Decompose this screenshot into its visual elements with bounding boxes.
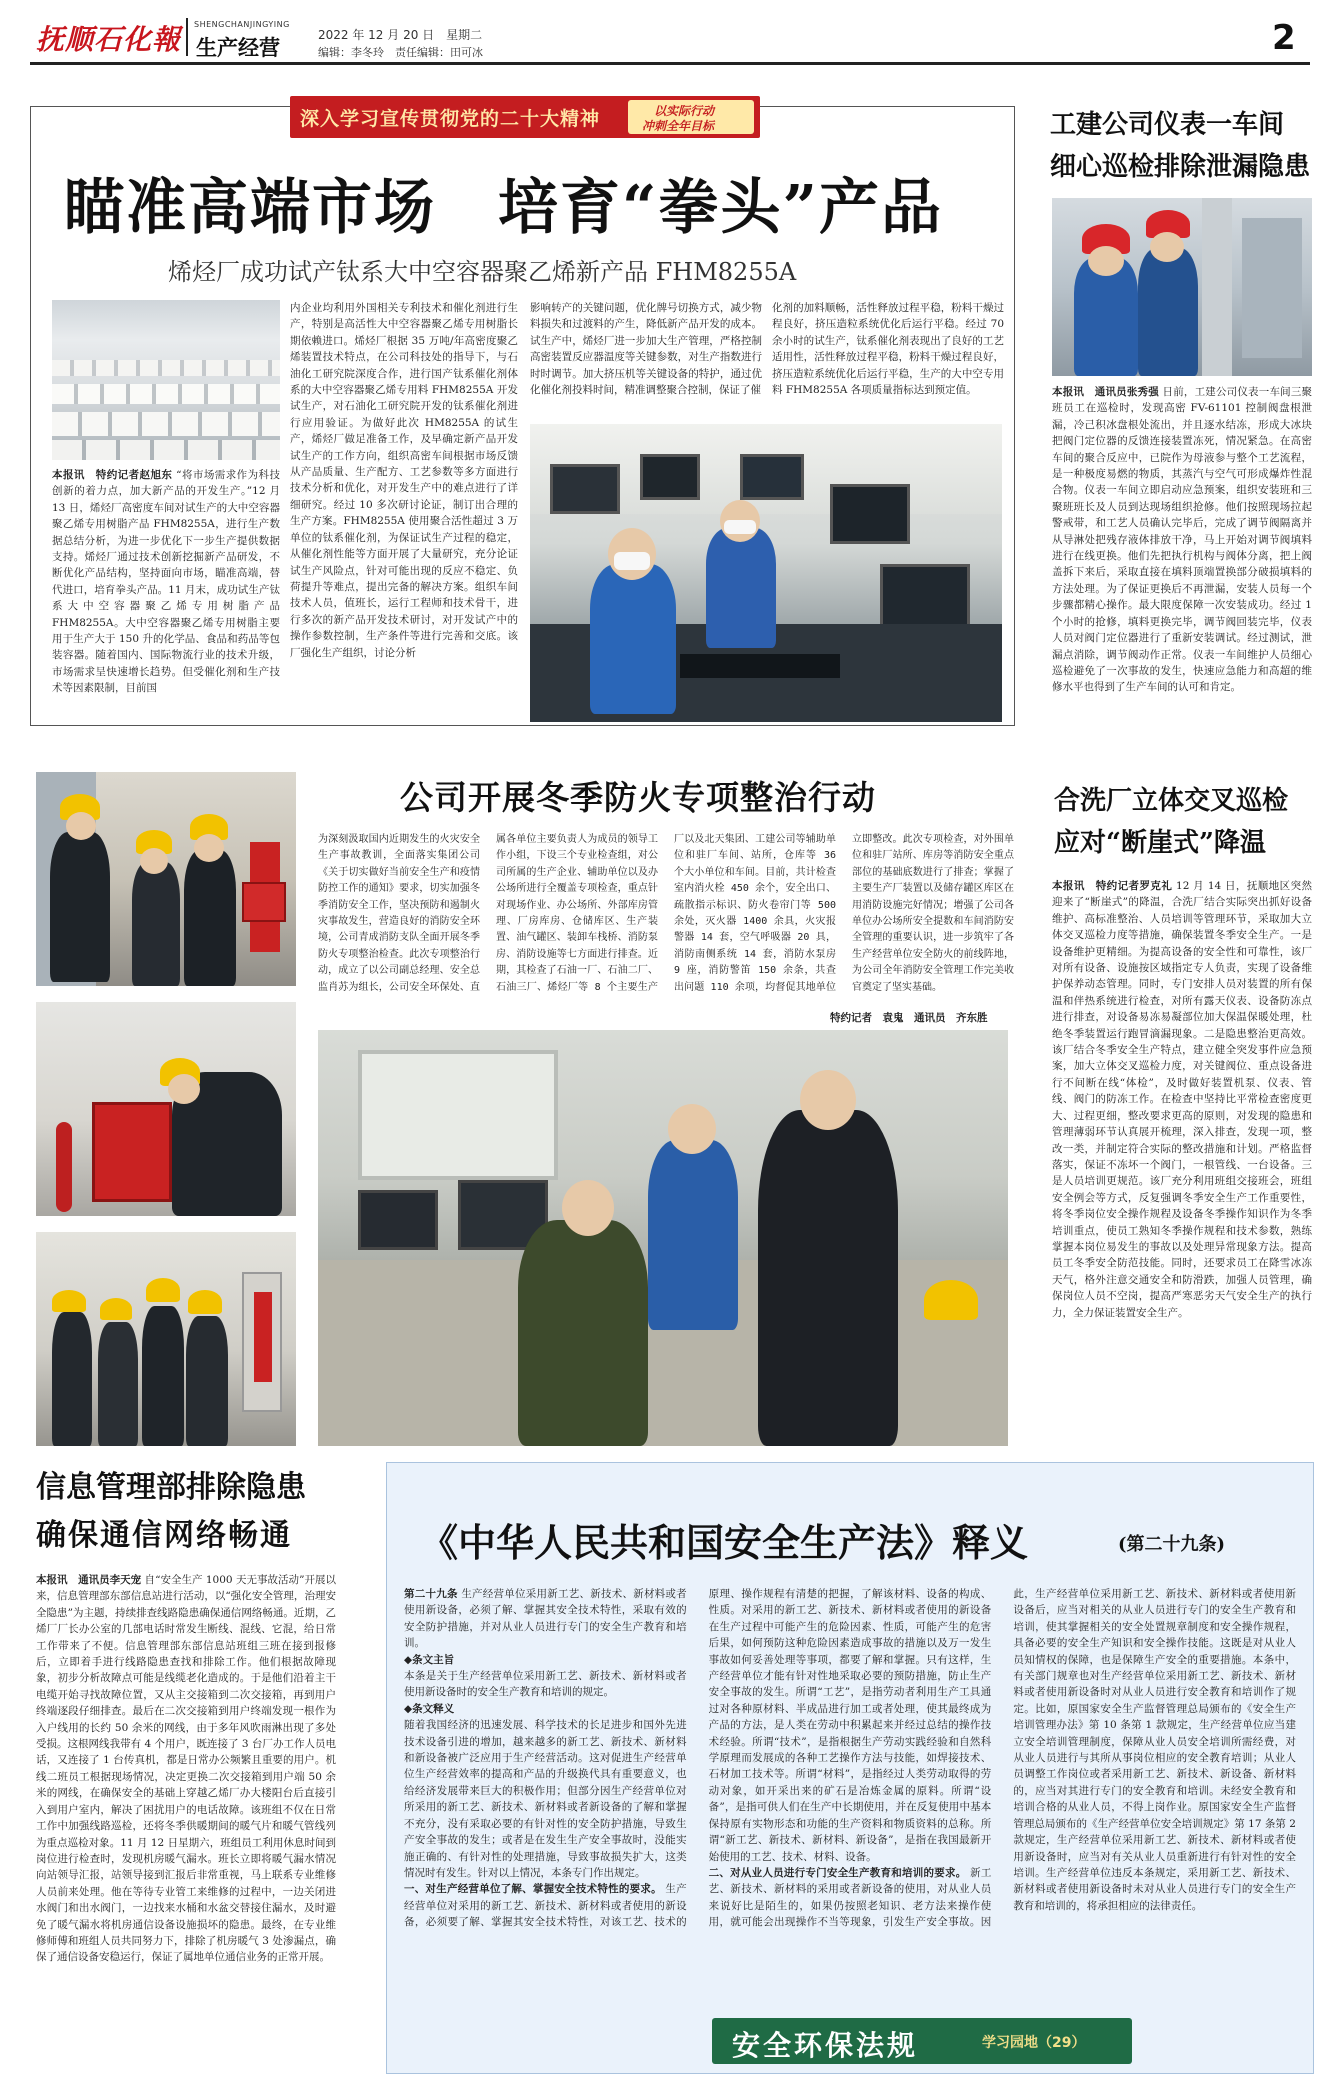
lead-col4: 化剂的加料顺畅，活性释放过程平稳，粉料干燥过程良好，挤压造粒系统优化后运行平稳。经过 70 余小时的试生产，钛系催化剂表现出了良好的工艺适用性，活性释放过程平稳，粉料干燥过程良好，挤压造粒系统优化后运行平稳，生产的大中空专用料 FHM8255A 各项质量指标达到预定值。 <box>772 302 1004 397</box>
info-byline: 本报讯 通讯员李天宠 <box>36 1574 142 1586</box>
page-number: 2 <box>1272 18 1296 58</box>
law-sec2-title: ◆条文释义 <box>404 1702 455 1715</box>
column-badge <box>712 2018 1132 2064</box>
law-sec1-text: 本条是关于生产经营单位采用新工艺、新技术、新材料或者使用新设备时的安全生产教育和培训的规定。 <box>404 1670 687 1699</box>
masthead-divider <box>186 18 188 56</box>
info-body <box>36 1572 336 2072</box>
law-article-text: 生产经营单位采用新工艺、新技术、新材料或者使用新设备，必须了解、掌握其安全技术特性，采取有效的安全防护措施，并对从业人员进行专门的安全生产教育和培训。 <box>404 1588 687 1650</box>
fire-inspection-photo <box>318 1030 1008 1446</box>
washing-byline: 本报讯 特约记者罗克礼 <box>1052 880 1173 892</box>
instrument-headline-2: 细心巡检排除泄漏隐患 <box>1050 152 1311 182</box>
instrument-headline-1: 工建公司仪表一车间 <box>1050 110 1285 140</box>
law-sub2-title: 二、对从业人员进行专门安全生产教育和培训的要求。 <box>708 1866 967 1879</box>
law-body <box>404 1586 1296 2006</box>
fire-check-photo-3 <box>36 1232 296 1446</box>
law-sub1-text: 生产经营单位对采用的新工艺、新技术、新材料或者使用的新设备，必须要了解、掌握其安全技术特性，对该工艺、技术的原理、操作规程有清楚的把握，了解该材料、设备的构成、性质。对采用的新工艺、新技术、新材料或者使用的新设备在生产过程中可能产生的危险因素、性质，可能产生的危害后果，如何预防这种危险因素造成事故的措施以及万一发生事故如何妥善处理等事项，都要了解和掌握。只有这样，生产经营单位才能有针对性地采取必要的预防措施，防止生产安全事故的发生。所谓“工艺”，是指劳动者利用生产工具通过对各种原材料、半成品进行加工或者处理，使其最终成为产品的方法，是人类在劳动中积累起来并经过总结的操作技术经验。所谓“技术”，是指根据生产劳动实践经验和自然科学原理而发展成的各种工艺操作方法与技能，如焊接技术、石材加工技术等。所谓“材料”，是指经过人类劳动取得的劳动对象，如开采出来的矿石是冶炼金属的原料。所谓“设备”，是指可供人们在生产中长期使用，并在反复使用中基本保持原有实物形态和功能的生产资料和物质资料的总称。所谓“新工艺、新技术、新材料、新设备”，是指在我国最新开始使用的工艺、技术、材料、设备。 <box>404 1588 992 1929</box>
banner-text: 深入学习宣传贯彻党的二十大精神 <box>300 108 601 130</box>
masthead <box>0 0 1340 60</box>
law-sub1-title: 一、对生产经营单位了解、掌握安全技术特性的要求。 <box>404 1883 662 1896</box>
info-text: 自“安全生产 1000 天无事故活动”开展以来，信息管理部东部信息站进行活动，以“强化安全管理，治理安全隐患”为主题，持续排查线路隐患确保通信网络畅通。近期，乙烯厂厂长办公室的几部电话时常发生断线、混线、它混，给日常工作带来了不便。信息管理部东部信息站班组三班在接到报修后，立即着手进行线路隐患查找和排除工作。他们根据故障现象，初步分析故障点可能是线缆老化造成的。于是他们沿着主干电缆开始寻找故障位置，又从主交接箱到二次交接箱，再到用户终端逐段仔细排查。最后在二次交接箱到用户终端发现一根作为入户线用的长约 50 余米的网线，由于多年风吹雨淋出现了多处受损。这根网线我带有 4 个用户，既连接了 3 台厂办工作人员电话，又连接了 1 台传真机，都是日常办公频繁且重要的用户。机线二班员工根据现场情况，决定更换二次交接箱到用户端 50 余米的网线，在确保安全的基础上穿越乙烯厂办大楼阳台后直接引入到用户室内，解决了困扰用户的电话故障。该班组不仅在日常工作中加强线路巡检，还将冬季供暖期间的暖气片和暖气管线列为重点巡检对象。11 月 12 日星期六，班组员工利用休息时间到岗位进行检查时，发现机房暖气漏水。班长立即将暖气漏水情况向站领导汇报，站领导接到汇报后非常重视，马上联系专业维修人员前来处理。他在等待专业管工来维修的过程中，一边关闭进水阀门和出水阀门，一边找来水桶和水盆交替接住漏水，及时避免了暖气漏水将机房通信设备设施损坏的隐患。最终，在专业维修师傅和班组人员共同努力下，排除了机房暖气 3 处渗漏点，确保了通信设备安稳运行，保证了属地单位通信业务的正常开展。 <box>36 1574 336 1964</box>
control-room-photo <box>530 424 1002 722</box>
valve-repair-photo <box>1052 198 1312 376</box>
washing-text: 12 月 14 日，抚顺地区突然迎来了“断崖式”的降温，合洗厂结合实际突出抓好设备维护、高标准整治、人员培训等管理环节，采取加大立体交叉巡检力度等措施，确保装置冬季安全生产。一是设备维护更精细。为提高设备的安全性和可靠性，该厂对所有设备、设施按区域指定专人负责，实现了设备维护保养动态管理。同时，专门安排人员对装置的所有保温和伴热系统进行检查，对所有露天仪表、设备防冻点进行排查，对设备易冻易凝部位加大保温保暖处理，杜绝冬季装置运行跑冒滴漏现象。二是隐患整治更高效。该厂结合冬季安全生产特点，建立健全突发事件应急预案，加大立体交叉巡检力度，对关键阀位、重点设备进行不间断在线“体检”，及时做好装置机泵、仪表、管线、阀门的防冻工作。在检查中坚持比平常检查密度更大、过程更细，整改要求更高的原则，对发现的隐患和管理薄弱环节认真展开梳理，深入排查，发现一项，整改一类，并制定符合实际的整改措施和计划。严格监督落实，保证不冻坏一个阀门，一根管线、一台设备。三是人员培训更规范。该厂充分利用班组交接班会，班组安全例会等方式，反复强调冬季安全生产工作重要性，将冬季岗位安全操作规程及设备冬季操作知识作为冬季培训重点，使员工熟知冬季操作规程和技术参数，熟练掌握本岗位易发生的事故以及处理异常现象方法。提高员工冬季安全防范技能。同时，还要求员工在降雪冰冻天气，格外注意交通安全和防滑跌，加强人员管理，确保岗位人员不空岗，提高严寒恶劣天气安全生产的执行力，全力保证装置安全生产。 <box>1052 880 1312 1319</box>
lead-byline: 本报讯 特约记者赵旭东 <box>52 469 173 481</box>
law-installment: (第二十九条) <box>1118 1534 1226 1555</box>
law-headline: 《中华人民共和国安全生产法》释义 <box>420 1520 1029 1565</box>
law-sec1-title: ◆条文主旨 <box>404 1653 455 1666</box>
section-pinyin: SHENGCHANJINGYING <box>194 20 290 29</box>
date-line: 2022 年 12 月 20 日 星期二 <box>318 28 483 42</box>
lead-headline: 瞄准高端市场 培育“拳头”产品 <box>64 173 944 243</box>
banner-slogan-2: 冲刺全年目标 <box>642 119 715 133</box>
editor-line: 编辑：李冬玲 责任编辑：田可冰 <box>318 46 483 59</box>
instrument-text: 日前，工建公司仪表一车间三聚班员工在巡检时，发现高密 FV-61101 控制阀盘根泄漏，冷己积冰盘根处流出，并且逐水结冻，形成大冰块把阀门定位器的反馈连接装置冻死，情况紧急。在高密车间的聚合反应中，已院作为母液参与整个工艺流程，是一种极度易燃的物质，其蒸汽与空气可形成爆炸性混合物。仪表一车间立即启动应急预案，组织安装班和三聚班班长及人员到达现场组织抢修。他们按照现场拉起警戒带，和工艺人员确认完毕后，完成了调节阀隔离并从导淋处把残存液体排放干净，马上开始对调节阀填料进行在线更换。他们先把执行机构与阀体分离，把上阀盖拆下来后，采取直接在填料顶端置换部分破损填料的方法处理。为了保证更换后不再泄漏，安装人员每一个步骤都精心操作。最大限度保障一次安装成功。经过 1 个小时的抢修，填料更换完毕，调节阀回装完毕，仪表人员对阀门定位器进行了重新安装调试。经过测试，泄漏点消除，调节阀动作正常。仪表一车间维护人员细心巡检避免了一次事故的发生，快速应急能力和高超的维修水平也得到了生产车间的认可和肯定。 <box>1052 386 1312 694</box>
banner-slogan-1: 以实际行动 <box>654 104 715 118</box>
washing-body <box>1052 878 1312 1446</box>
law-sub2-text: 新工艺、新技术、新材料的采用或者新设备的使用，对从业人员来说好比是陌生的，如果仍按照老知识、老方法来操作使用，就可能会出现操作不当等现象，引发生产安全事故。因此，生产经营单位采用新工艺、新技术、新材料或者使用新设备后，应当对相关的从业人员进行专门的安全生产教育和培训，使其掌握相关的安全处置规章制度和安全操作规程，具备必要的安全生产知识和安全操作技能。这既是对从业人员知情权的保障，也是保障生产安全的重要措施。本条中，有关部门规章也对生产经营单位采用新工艺、新技术、新材料或者使用新设备时对从业人员进行安全教育和培训作了规定。比如，原国家安全生产监督管理总局颁布的《安全生产培训管理办法》第 10 条第 1 款规定，生产经营单位应当建立安全培训管理制度，保障从业人员安全培训所需经费，对从业人员进行与其所从事岗位相应的安全教育培训；从业人员调整工作岗位或者采用新工艺、新技术、新设备、新材料的，应当对其进行专门的安全教育和培训。未经安全教育和培训合格的从业人员，不得上岗作业。原国家安全生产监督管理总局颁布的《生产经营单位安全培训规定》第 17 条第 2 款规定，生产经营单位采用新工艺、新技术、新材料或者使用新设备时，应当对有关从业人员重新进行有针对性的安全培训。生产经营单位违反本条规定，采用新工艺、新技术、新材料或者使用新设备时未对从业人员进行专门的安全生产教育和培训的，将承担相应的法律责任。 <box>708 1588 1296 1929</box>
product-bags-photo <box>52 300 280 460</box>
fire-headline: 公司开展冬季防火专项整治行动 <box>400 778 876 817</box>
washing-headline-2: 应对“断崖式”降温 <box>1054 828 1266 858</box>
fire-check-photo-2 <box>36 1002 296 1216</box>
lead-subhead: 烯烃厂成功试产钛系大中空容器聚乙烯新产品 FHM8255A <box>168 258 797 286</box>
newspaper-logo: 抚顺石化報 <box>36 23 182 56</box>
masthead-rule <box>30 62 1310 65</box>
info-headline-2: 确保通信网络畅通 <box>36 1518 292 1553</box>
lead-col1-text: “将市场需求作为科技创新的着力点，加大新产品的开发生产。”12 月 13 日，烯烃厂高密度车间对试生产的大中空容器聚乙烯专用树脂产品 FHM8255A，进行生产数据总结分析，为进一步优化下一步生产提供数据支持。烯烃厂通过技术创新挖掘新产品研发，不断优化产品结构，坚持面向市场，瞄准高端，替代进口，培育拳头产品。11 月末，成功试生产钛系大中空容器聚乙烯专用树脂产品 FHM8255A。大中空容器聚乙烯专用树脂主要用于生产大于 150 升的化学品、食品和药品等包装容器。随着国内、国际物流行业的技术升级，市场需求呈快速增长趋势。但受催化剂和生产技术等因素限制，目前国 <box>52 469 280 695</box>
instrument-body <box>1052 384 1312 770</box>
lead-col1 <box>52 467 280 722</box>
info-headline-1: 信息管理部排除隐患 <box>36 1470 306 1505</box>
washing-headline-1: 合洗厂立体交叉巡检 <box>1054 786 1289 816</box>
banner <box>290 96 760 138</box>
fire-check-photo-1 <box>36 772 296 986</box>
column-badge-sub: 学习园地（29） <box>982 2035 1086 2051</box>
lead-col2: 内企业均利用外国相关专利技术和催化剂进行生产，特别是高活性大中空容器聚乙烯专用树脂长期依赖进口。烯烃厂根据 35 万吨/年高密度聚乙烯装置技术特点，在公司科技处的指导下，与石油化工研究院深度合作，进行国产钛系催化剂体系的大中空容器聚乙烯专用料 FHM8255A 开发试生产，对石油化工研究院开发的钛系催化剂进行应用验证。为做好此次 HM8255A 的试生产，烯烃厂做足准备工作，及早确定新产品开发试生产的工作方向，组织高密车间根据市场反馈从产品质量、生产配方、工艺参数等多方面进行技术分析和优化，对开发生产中的难点进行了详细研究。经过 10 多次研讨论证，制订出合理的生产方案。FHM8255A 使用聚合活性超过 3 万单位的钛系催化剂，为保证试生产过程的稳定，从催化剂性能等方面开展了大量研究，充分论证试生产风险点，针对可能出现的反应不稳定、负荷提升等难点，提出完备的解决方案。组织车间技术人员，值班长，运行工程师和技术骨干，进行多次的新产品开发技术研讨，对开发试产中的操作参数控制，生产条件等进行完善和交底。该厂强化生产组织，讨论分析 <box>290 302 518 659</box>
fire-byline: 特约记者 袁鬼 通讯员 齐东胜 <box>830 1012 988 1024</box>
lead-col3: 影响转产的关键问题，优化牌号切换方式，减少物料损失和过渡料的产生，降低新产品开发的成本。试生产中，烯烃厂进一步加大生产管理，严格控制高密装置反应器温度等关键参数，对生产指数进行时时调节。加大挤压机等关键设备的特护，通过优化催化剂投料时间，精准调整聚合控制，保证了催 <box>530 302 762 397</box>
fire-body: 为深刻汲取国内近期发生的火灾安全生产事故教训，全面落实集团公司《关于切实做好当前安全生产和疫情防控工作的通知》要求，切实加强冬季消防安全工作，坚决预防和遏制火灾事故发生，营造良好的消防安全环境，公司青成消防支队全面开展冬季防火专项整治检查。此次专项整治行动，成立了以公司副总经理、安全总监肖苏为组长，公司安全环保处、直属各单位主要负责人为成员的领导工作小组，下设三个专业检查组，对公司所属的生产企业、辅助单位以及办公场所进行全覆盖专项检查，重点针对现场作业、办公场所、外部库房管理、厂房库房、仓储库区、生产装置、油气罐区、装卸车栈桥、消防泵房、消防设施等七方面进行排查。近期，其检查了石油一厂、石油二厂、石油三厂、烯烃厂等 8 个主要生产厂以及北天集团、工建公司等辅助单位和驻厂车间、站所，仓库等 36 个大小单位和车间。目前，共计检查室内消火栓 450 余个，安全出口、疏散指示标识、防火卷帘门等 500 余处，灭火器 1400 余具，火灾报警器 14 套，空气呼吸器 20 具，消防南侧系统 14 套，消防水泵房 9 座，消防警笛 150 余条，共查出问题 110 余项，均督促其地单位立即整改。此次专项检查，对外围单位和驻厂站所、库房等消防安全重点部位的基础底数进行了排查；掌握了主要生产厂装置以及储存罐区库区在用消防设施完好情况；增强了公司各单位办公场所安全提数和车间消防安全管理的重要认识，进一步筑牢了各生产经营单位安全防火的前线阵地，为公司全年消防安全管理工作完美收官奠定了坚实基础。 <box>318 834 1014 993</box>
law-article-label: 第二十九条 <box>404 1588 458 1600</box>
section-name: 生产经营 <box>196 36 280 60</box>
law-sec2-text: 随着我国经济的迅速发展、科学技术的长足进步和国外先进技术设备引进的增加，越来越多的新工艺、新技术、新材料和新设备被广泛应用于生产经营活动。这对促进生产经营单位生产经营效率的提高和产品的升级换代具有重要意义，也给经济发展带来巨大的积极作用；但部分因生产经营单位对所采用的新工艺、新技术、新材料或者新设备的了解和掌握不充分，没有采取必要的有针对性的安全防护措施，导致生产安全事故的发生；或者是在发生生产安全事故时，没能实施正确的、有针对性的处理措施，导致事故损失扩大，这类情况时有发生。针对以上情况，本条专门作出规定。 <box>404 1719 687 1879</box>
instrument-byline: 本报讯 通讯员张秀强 <box>1052 386 1159 398</box>
column-badge-title: 安全环保法规 <box>732 2029 919 2062</box>
